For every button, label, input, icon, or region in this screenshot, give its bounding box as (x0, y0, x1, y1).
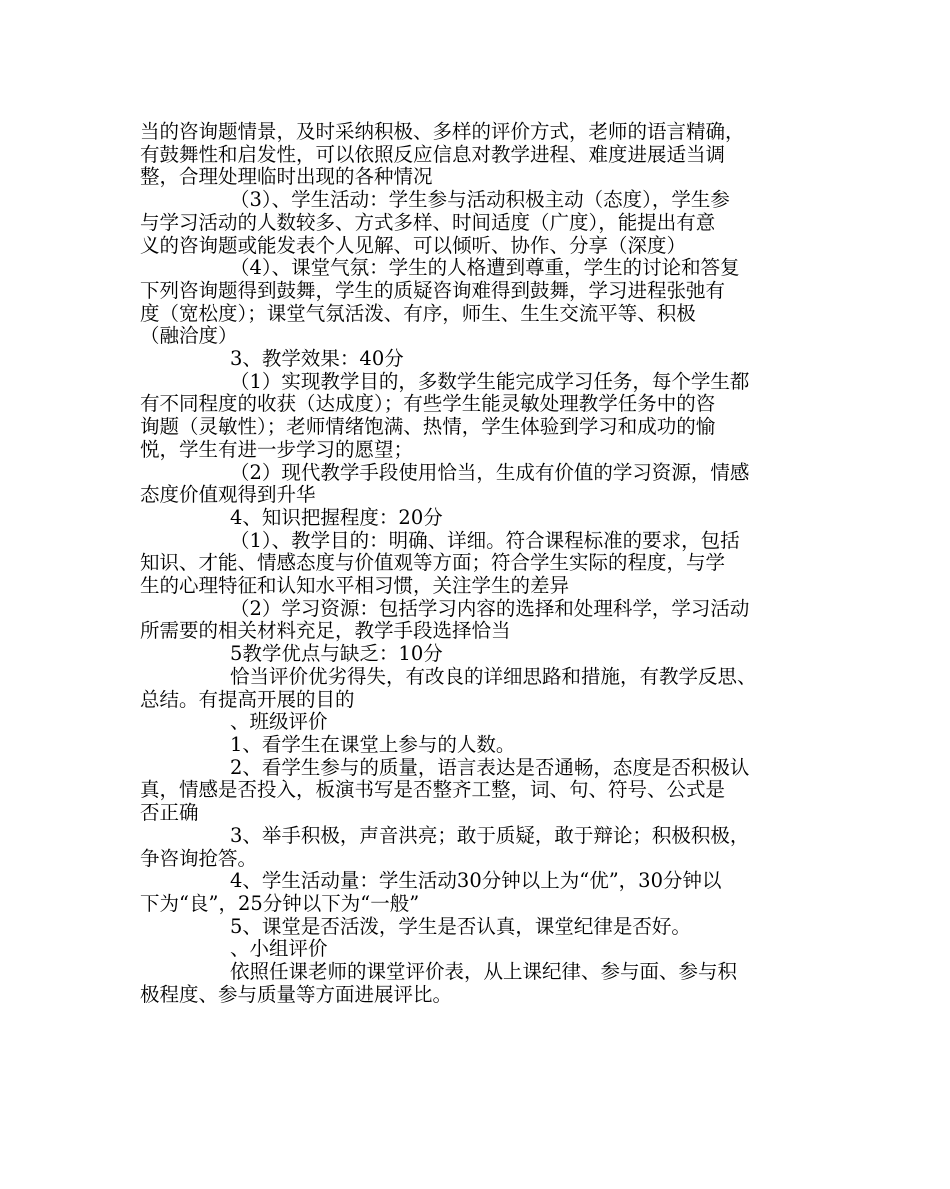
text-line: 、小组评价 (230, 937, 328, 961)
text-line: 5、课堂是否活泼，学生是否认真，课堂纪律是否好。 (230, 914, 691, 938)
text-line: 否正确 (140, 801, 199, 825)
text-line: 所需要的相关材料充足，教学手段选择恰当 (140, 619, 511, 643)
text-line: （1）、教学目的：明确、详细。符合课程标准的要求，包括 (230, 528, 740, 552)
text-line: 态度价值观得到升华 (140, 483, 316, 507)
text-line: 有不同程度的收获（达成度）；有些学生能灵敏处理教学任务中的咨 (140, 392, 716, 416)
text-line: 真，情感是否投入，板演书写是否整齐工整，词、句、符号、公式是 (140, 778, 726, 802)
text-line: 知识、才能、情感态度与价值观等方面；符合学生实际的程度，与学 (140, 551, 726, 575)
text-line: 、班级评价 (230, 710, 328, 734)
text-line: （1）实现教学目的，多数学生能完成学习任务，每个学生都 (230, 369, 750, 393)
text-line: 义的咨询题或能发表个人见解、可以倾听、协作、分享（深度） (140, 233, 687, 257)
text-line: 依照任课老师的课堂评价表，从上课纪律、参与面、参与积 (230, 960, 738, 984)
text-line: 生的心理特征和认知水平相习惯，关注学生的差异 (140, 574, 570, 598)
text-line: 恰当评价优劣得失，有改良的详细思路和措施，有教学反思、 (230, 664, 757, 688)
text-line: 与学习活动的人数较多、方式多样、时间适度（广度），能提出有意 (140, 210, 716, 234)
text-line: 极程度、参与质量等方面进展评比。 (140, 982, 453, 1006)
text-line: （融洽度） (140, 324, 238, 348)
text-line: 下列咨询题得到鼓舞，学生的质疑咨询难得到鼓舞，学习进程张弛有 (140, 278, 726, 302)
document-body (140, 121, 830, 1006)
text-line: 2、看学生参与的质量，语言表达是否通畅，态度是否积极认 (230, 755, 750, 779)
text-line: 4、知识把握程度：20分 (230, 505, 443, 529)
text-line: 争咨询抢答。 (140, 846, 258, 870)
text-line: 5教学优点与缺乏：10分 (230, 642, 443, 666)
text-line: （2）现代教学手段使用恰当，生成有价值的学习资源，情感 (230, 460, 750, 484)
text-line: 3、教学效果：40分 (230, 347, 404, 371)
text-line: 4、学生活动量：学生活动30分钟以上为“优”，30分钟以 (230, 869, 722, 893)
text-line: 有鼓舞性和启发性，可以依照反应信息对教学进程、难度进展适当调 (140, 142, 726, 166)
text-line: （3）、学生活动：学生参与活动积极主动（态度），学生参 (230, 188, 730, 212)
text-line: 当的咨询题情景，及时采纳积极、多样的评价方式，老师的语言精确， (140, 120, 745, 143)
text-line: 总结。有提高开展的目的 (140, 687, 355, 711)
text-line: 3、举手积极，声音洪亮；敢于质疑，敢于辩论；积极积极， (230, 823, 750, 847)
text-line: 下为“良”，25分钟以下为“一般” (140, 891, 420, 915)
text-line: 询题（灵敏性）；老师情绪饱满、热情，学生体验到学习和成功的愉 (140, 415, 716, 439)
text-line: （4）、课堂气氛：学生的人格遭到尊重，学生的讨论和答复 (230, 256, 740, 280)
text-line: 悦，学生有进一步学习的愿望； (140, 437, 414, 461)
text-line: （2）学习资源：包括学习内容的选择和处理科学，学习活动 (230, 596, 750, 620)
text-line: 整，合理处理临时出现的各种情况 (140, 165, 433, 189)
text-line: 1、看学生在课堂上参与的人数。 (230, 732, 516, 756)
text-line: 度（宽松度）；课堂气氛活泼、有序，师生、生生交流平等、积极 (140, 301, 696, 325)
